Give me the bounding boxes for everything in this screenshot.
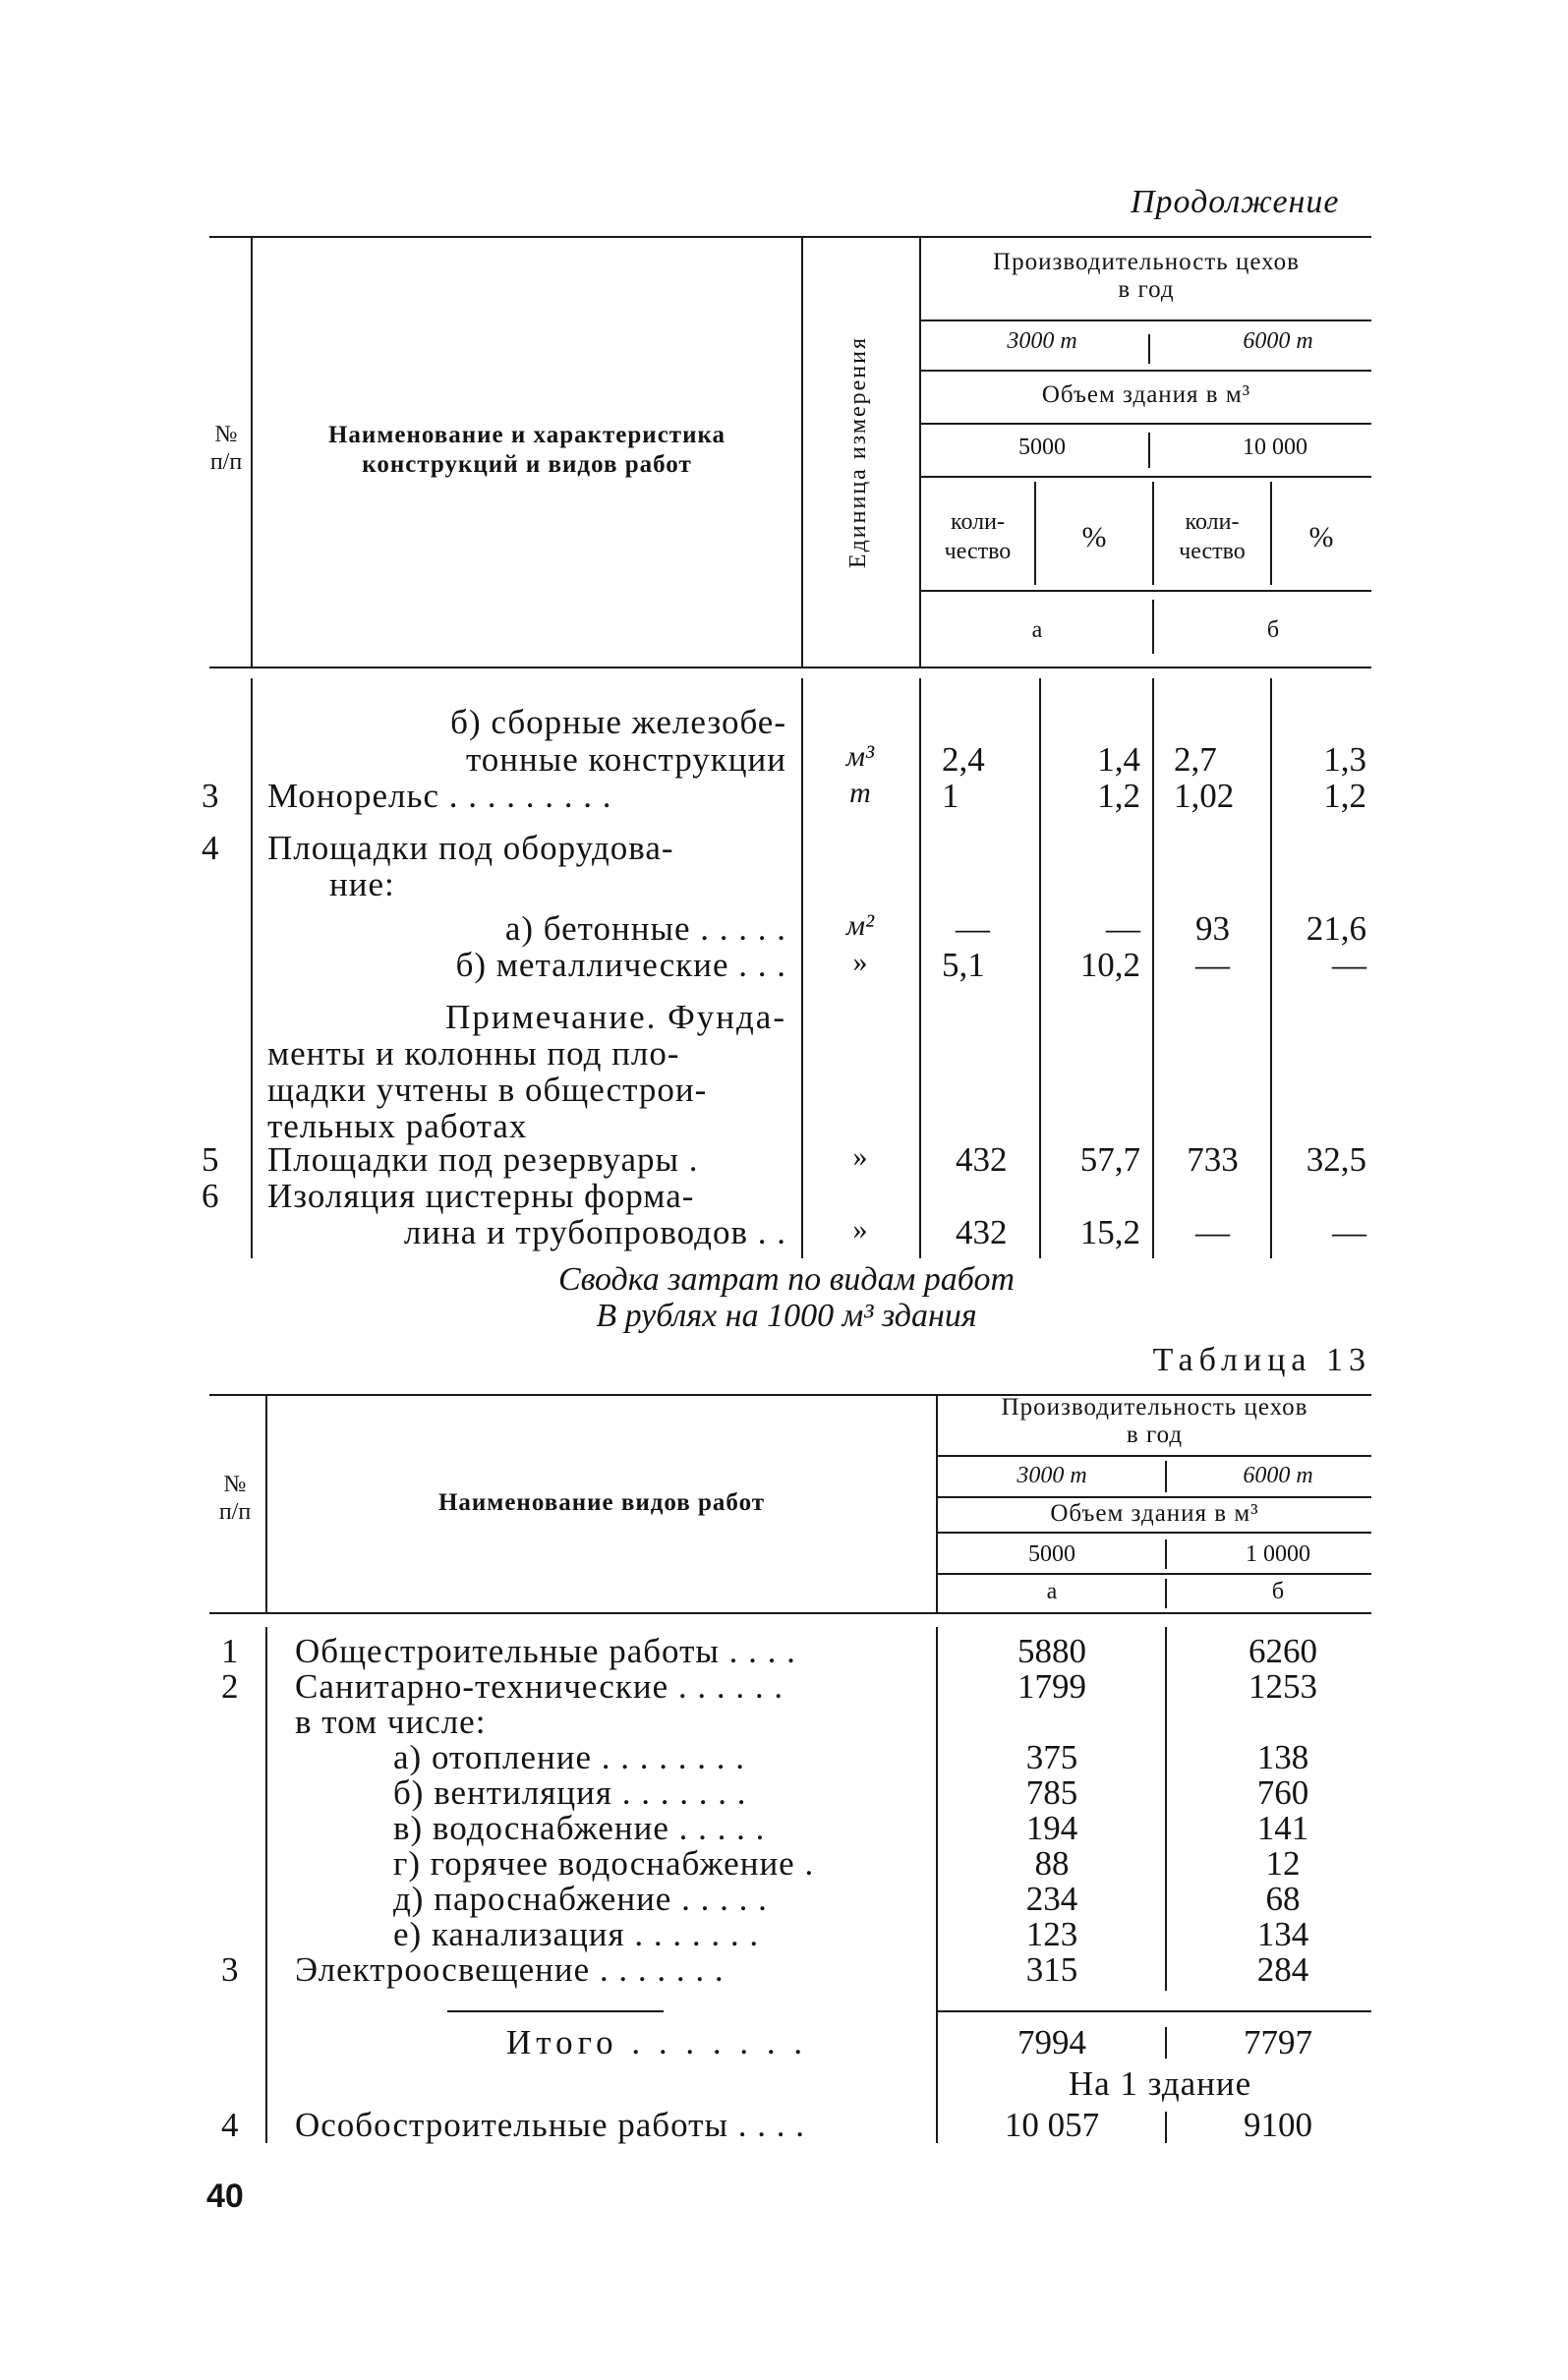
per-building-label: На 1 здание: [1068, 2064, 1252, 2103]
table-row-pct-a: 57,7: [1079, 1140, 1140, 1179]
table-row-number: 6: [202, 1177, 219, 1215]
table-row-qty-a: 432: [956, 1140, 1008, 1179]
table-row-qty-a: 1: [942, 777, 959, 815]
table-row-qty-a: —: [956, 909, 990, 948]
table-row-number: 4: [221, 2106, 239, 2144]
total-value-b: 7797: [1244, 2023, 1312, 2061]
table-row-pct-a: 1,4: [1097, 740, 1140, 779]
number-column-header: № п/п: [218, 1472, 252, 1525]
table-row-pct-b: 21,6: [1306, 909, 1366, 948]
capacity-a-header: 3000 т: [1007, 328, 1077, 354]
table-row-unit: т: [849, 777, 871, 809]
note-line: Примечание. Фунда-: [445, 998, 786, 1036]
col-a-header: а: [1031, 617, 1043, 643]
table-row-unit: »: [852, 946, 868, 978]
page-number: 40: [206, 2177, 244, 2215]
table-row-name: Особостроительные работы . . . .: [295, 2106, 805, 2144]
volume-b-header: 10 000: [1243, 435, 1307, 460]
table-row-value-a: 194: [1025, 1809, 1078, 1847]
table-row-value-b: 1253: [1249, 1667, 1317, 1706]
name-column-header: Наименование и характеристика конструкций и видов работ: [327, 422, 726, 478]
table-row-value-a: 123: [1025, 1915, 1078, 1953]
table-row-name: г) горячее водоснабжение .: [393, 1844, 815, 1883]
table-row-value-a: 785: [1025, 1773, 1078, 1812]
col-b-header: б: [1271, 1579, 1285, 1604]
table-row-number: 3: [202, 777, 219, 815]
table-row-pct-a: 1,2: [1097, 777, 1140, 815]
table-row-value-b: 141: [1256, 1809, 1309, 1847]
table-row-qty-b: —: [1195, 946, 1230, 984]
table-row-qty-a: 2,4: [942, 740, 985, 779]
table-row-qty-b: 733: [1187, 1140, 1239, 1179]
table-row-unit: »: [852, 1213, 868, 1246]
table-row-value-b: 6260: [1249, 1632, 1317, 1670]
number-column-header: № п/п: [209, 422, 243, 475]
table-row-number: 1: [221, 1632, 239, 1670]
table-row-value-a: 375: [1025, 1738, 1078, 1776]
table-row-name-line: Изоляция цистерны форма-: [267, 1177, 695, 1215]
table-row-unit: м²: [845, 909, 875, 942]
volume-a-header: 5000: [1018, 435, 1066, 460]
table-row-value-b: 12: [1265, 1844, 1301, 1883]
table-row-pct-b: 1,2: [1323, 777, 1366, 815]
note-line: щадки учтены в общестрои-: [267, 1071, 708, 1109]
productivity-header: Производительность цехов в год: [1001, 1394, 1308, 1448]
unit-column-header: Единица измерения: [845, 335, 871, 569]
table-row-value-a: 315: [1025, 1950, 1078, 1989]
table-label: Таблица 13: [1152, 1342, 1371, 1378]
table-row-pct-a: —: [1106, 909, 1140, 948]
table-row-name: д) пароснабжение . . . . .: [393, 1880, 768, 1918]
capacity-b-header: 6000 т: [1243, 328, 1313, 354]
table-row-pct-b: 32,5: [1306, 1140, 1366, 1179]
table-row-name-line: лина и трубопроводов . .: [403, 1213, 786, 1251]
table-row-pct-a: 10,2: [1079, 946, 1140, 984]
table-row-qty-b: 1,02: [1174, 777, 1235, 815]
table-row-number: 3: [221, 1950, 239, 1989]
table-row-name-line: Площадки под оборудова-: [267, 829, 674, 867]
table-row-value-a: 10 057: [1004, 2106, 1100, 2144]
table-row-name-line: тонные конструкции: [465, 740, 786, 779]
table-row-number: 2: [221, 1667, 239, 1706]
table-row-name: а) отопление . . . . . . . .: [393, 1738, 746, 1776]
note-line: менты и колонны под пло-: [267, 1034, 680, 1073]
table-row-pct-b: —: [1332, 1213, 1366, 1251]
table-row-pct-b: —: [1332, 946, 1366, 984]
summary-title: Сводка затрат по видам работ: [557, 1261, 1016, 1298]
qty-a-header: коли- чество: [944, 509, 1012, 564]
name-column-header: Наименование видов работ: [437, 1489, 766, 1516]
table-row-value-a: 1799: [1017, 1667, 1086, 1706]
table-row-name-line: Площадки под резервуары .: [267, 1140, 699, 1179]
table-row-number: 5: [202, 1140, 219, 1179]
volume-header: Объем здания в м³: [1050, 1500, 1259, 1527]
table-row-name-line: б) металлические . . .: [455, 946, 786, 984]
note-line: тельных работах: [267, 1107, 528, 1145]
table-row-value-a: 88: [1034, 1844, 1070, 1883]
table-row-name-line: а) бетонные . . . . .: [504, 909, 786, 948]
table-row-pct-b: 1,3: [1323, 740, 1366, 779]
table-row-unit: »: [852, 1140, 868, 1173]
table-row-value-b: 138: [1256, 1738, 1309, 1776]
qty-b-header: коли- чество: [1179, 509, 1246, 564]
volume-a-header: 5000: [1028, 1541, 1075, 1567]
table-row-name: в) водоснабжение . . . . .: [393, 1809, 766, 1847]
table-row-number: 4: [202, 829, 219, 867]
col-a-header: а: [1046, 1579, 1058, 1604]
summary-subtitle: В рублях на 1000 м³ здания: [596, 1298, 977, 1334]
table-row-value-b: 68: [1265, 1880, 1301, 1918]
percent-a-header: %: [1081, 521, 1107, 553]
total-label: Итого . . . . . . .: [506, 2023, 808, 2061]
table-row-qty-a: 432: [956, 1213, 1008, 1251]
table-row-name-line: б) сборные железобе-: [450, 703, 786, 741]
table-row-value-b: 9100: [1244, 2106, 1312, 2144]
productivity-header: Производительность цехов в год: [993, 249, 1300, 303]
table-row-qty-a: 5,1: [942, 946, 985, 984]
table-row-name-line: Монорельс . . . . . . . . .: [267, 777, 612, 815]
table-row-qty-b: —: [1195, 1213, 1230, 1251]
table-row-name: Электроосвещение . . . . . . .: [295, 1950, 725, 1989]
table-row-value-b: 760: [1256, 1773, 1309, 1812]
table-row-name: б) вентиляция . . . . . . .: [393, 1773, 747, 1812]
table-row-value-b: 284: [1256, 1950, 1309, 1989]
table-row-pct-a: 15,2: [1079, 1213, 1140, 1251]
table-row-qty-b: 2,7: [1174, 740, 1217, 779]
capacity-b-header: 6000 т: [1243, 1463, 1313, 1488]
table-row-qty-b: 93: [1195, 909, 1230, 948]
table-row-unit: м³: [845, 740, 875, 773]
capacity-a-header: 3000 т: [1016, 1463, 1087, 1488]
table-row-name: Санитарно-технические . . . . . .: [295, 1667, 784, 1706]
table-row-name: е) канализация . . . . . . .: [393, 1915, 760, 1953]
col-b-header: б: [1266, 617, 1280, 643]
table-row-name: в том числе:: [295, 1703, 487, 1741]
table-row-name: Общестроительные работы . . . .: [295, 1632, 796, 1670]
continuation-label: Продолжение: [1131, 184, 1340, 220]
table-row-value-a: 5880: [1017, 1632, 1086, 1670]
table-row-value-a: 234: [1025, 1880, 1078, 1918]
total-value-a: 7994: [1017, 2023, 1086, 2061]
percent-b-header: %: [1308, 521, 1334, 553]
volume-header: Объем здания в м³: [1041, 381, 1251, 408]
table-row-value-b: 134: [1256, 1915, 1309, 1953]
table-row-name-line: ние:: [329, 865, 395, 903]
volume-b-header: 1 0000: [1246, 1541, 1310, 1567]
